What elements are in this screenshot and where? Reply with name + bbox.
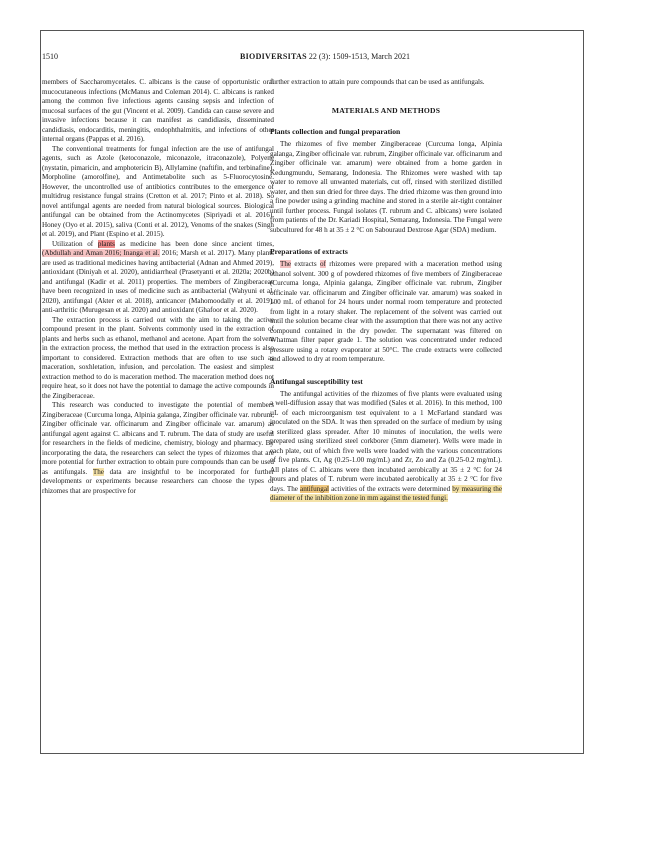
subsection-heading: Antifungal susceptibility test	[270, 376, 363, 386]
paragraph	[42, 401, 274, 496]
text-run: rhizomes were prepared with a maceration method using ethanol solvent. 300 g of powdered rhizomes of five members of Zingiberaceae (Curcuma longa, Alpinia galanga, Zingiber officinale var. rubrum, Zingiber officinale var. officinarum and Zingiber officinale var. amarum) was soaked in 100 mL of ethanol for 24 hours under normal room temperature and protected from light in a rotary shaker. The replacement of the solvent was carried out until the solution became clear with the assumption that there was not any active compound contained in the dry powder. The supernatant was filtered on Whatman filter paper grade 1. The solution was concentrated under reduced pressure using a rotary evaporator at 50°C. The crude extracts were collected and allowed to dry at room temperature.	[270, 260, 502, 363]
highlight-pink[interactable]: The	[280, 260, 292, 268]
right-column	[270, 78, 502, 504]
journal-name: BIODIVERSITAS	[240, 52, 307, 61]
paragraph	[270, 390, 502, 504]
highlight-orange[interactable]: antifungal	[300, 484, 329, 493]
text-run: activities of the extracts were determined	[328, 484, 453, 493]
subsection-heading: Preparations of extracts	[270, 247, 348, 256]
paragraph: The conventional treatments for fungal infection are the use of antifungal agents, such as Azole (ketoconazole, miconazole, itraconazole), Polyene (nystatin, pimaricin, and amphotericin B), Allylamine (naftifin, and terbinafine), Morpholine (amorolfine), and Antimetabolite such as 5-Fluorocytosine. However, the uncontrolled use of antibiotics contributes to the emergence of multidrug resistance fungal strains (Cretton et al. 2017; Pinto et al. 2018). So novel antifungal agents are needed from natural biological sources. Biological antifungal can be obtained from the Actinomycetes (Sipriyadi et al. 2016), Honey (Oyo et al. 2015), saliva (Conti et al. 2012), Venoms of the snakes (Singh et al. 2019), and Plant (Espino et al. 2015).	[42, 144, 274, 238]
text-run: extracts	[291, 260, 320, 268]
highlight-pink[interactable]: (Abdullah and Aman 2016; Inanga et al.	[42, 249, 160, 257]
highlight-yellow[interactable]: by measuring the diameter of the inhibition zone in mm against the tested fungi.	[270, 484, 503, 502]
highlight-pink[interactable]: of	[319, 260, 326, 268]
left-column	[42, 78, 274, 496]
highlight-yellow[interactable]: The	[92, 467, 104, 476]
paragraph: The rhizomes of five member Zingiberaceae (Curcuma longa, Alpinia galanga, Zingiber officinale var. rubrum, Zingiber officinale var. officinarum and Zingiber officinale var. amarum) were obtained from a home garden in Kedungmundu, Semarang, Indonesia. The Rhizomes were washed with tap water to remove all unwanted materials, cut off, rinsed with sterilized distilled water, and then sun dried for three days. The dried rhizome was then ground into a fine powder using a grinding machine and stored in a sterile air-tight container until further process. Fungal isolates (T. rubrum and C. albicans) were isolated from patients of the Dr. Kariadi Hospital, Semarang, Indonesia. The Fungal were subcultured for 48 h at 35 ± 2 °C on Sabouraud Dextrose Agar (SDA) medium.	[270, 140, 502, 234]
text-run: data are insightful to be incorporated for further developments or experiments because researchers can choose the types of rhizomes that are prospective for	[42, 467, 274, 495]
section-title: MATERIALS AND METHODS	[331, 105, 441, 115]
text-run: Utilization of	[52, 239, 98, 248]
journal-citation	[42, 52, 608, 61]
paragraph	[42, 240, 274, 316]
paragraph: further extraction to attain pure compounds that can be used as antifungals.	[270, 78, 485, 86]
page-number: 1510	[42, 52, 58, 61]
paragraph: members of Saccharomycetales. C. albicans is the cause of opportunistic oral mucocutaneous infections (McManus and Coleman 2014). C. albicans is ranked among the common five infectious agents causing sepsis and infection of mucosal surfaces of the gut (Vincent et al. 2009). Candida can cause severe and invasive infections because it can manifest as candidiasis, disseminated candidiasis, endocarditis, meningitis, endophthalmitis, and infections of other internal organs (Pappas et al. 2016).	[42, 78, 274, 143]
text-run: as medicine has been done since ancient times,	[114, 239, 274, 248]
highlight-red[interactable]: plants	[97, 239, 115, 248]
paragraph	[270, 260, 502, 365]
subsection-heading: Plants collection and fungal preparation	[270, 127, 401, 136]
text-run: 2016; Marsh et al. 2017). Many plants are used as traditional medicines having antibacterial (Adnan and Ahmed 2019), antioxidant (Diniyah et al. 2020), antidiarrheal (Prasetyanti et al. 2020a; 2020b) and antifungal (Kadir et al. 2011) properties. The members of Zingiberaceae have been recognized in uses of medicine such as antibacterial (Wahyuni et al. 2020), antifungal (Akter et al. 2018), anticancer (Mahomoodally et al. 2019), anti-arthritic (Murugesan et al. 2020) and antioxidant (Ghafoor et al. 2020).	[42, 249, 274, 314]
page-header	[42, 52, 608, 64]
journal-issue: 22 (3): 1509-1513, March 2021	[308, 52, 410, 61]
paragraph: The extraction process is carried out with the aim to taking the active compound present in the plant. Solvents commonly used in the extraction of plants and herbs such as ethanol, methanol and acetone. Apart from the solvent in the extraction process, the method that used in the extraction process is also important to considered. Extraction methods that are often to use such as maceration, soxhletation, infusion, and percolation. The easiest and simplest extraction method to do is maceration method. The maceration method does not require heat, so it does not have the potential to damage the active compounds in the Zingiberaceae.	[42, 315, 274, 400]
text-run: The antifungal activities of the rhizomes of five plants were evaluated using a well-diffusion assay that was modified (Sales et al. 2016). In this method, 100 µL of each microorganism test equivalent to a 1 McFarland standard was inoculated on the SDA. It was then spreaded on the surface of medium by using a sterilized glass spreader. After 10 minutes of inoculation, the wells were prepared using sterilized steel corkborer (5mm diameter). Wells were made in each plate, out of which five wells were loaded with the various concentrations of five plants. Ct, Ag (0.25-1.00 mg/mL) and Zr, Zo and Za (0.25-0.2 mg/mL). All plates of C. albicans were then incubated aerobically at 35 ± 2 °C for 24 hours and plates of T. rubrum were incubated aerobically at 35 ± 2 °C for five days. The	[270, 389, 502, 493]
text-run: This research was conducted to investigate the potential of members Zingiberaceae (Curcuma longa, Alpinia galanga, Zingiber officinale var. rubrum, Zingiber officinale var. officinarum and Zingiber officinale var. amarum) as antifungal agent against C. albicans and T. rubrum. The data of study are useful for researchers in the fields of medicine, chemistry, biology and pharmacy. By incorporating the data, the researchers can select the types of rhizomes that are more potential for further extraction to obtain pure compounds than can be used as antifungals.	[42, 401, 274, 476]
